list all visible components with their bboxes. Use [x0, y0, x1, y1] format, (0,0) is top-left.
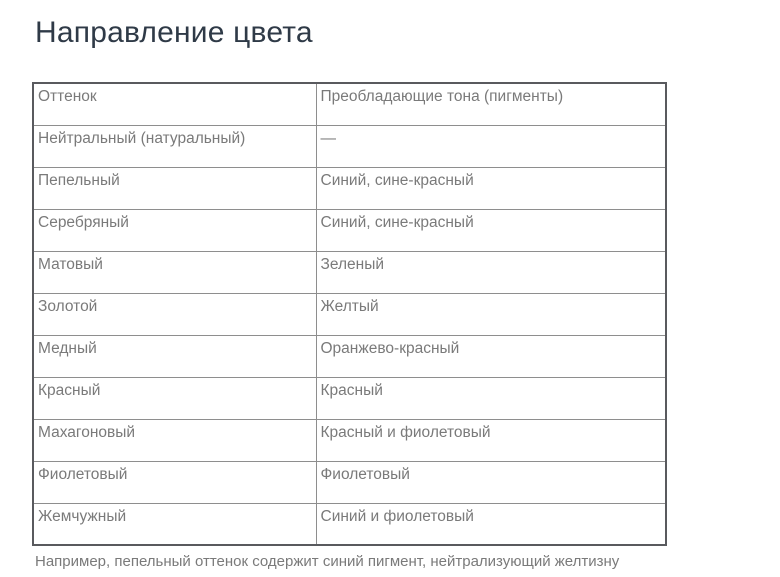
- table-row: [33, 377, 666, 419]
- shade-cell: Жемчужный: [33, 503, 316, 545]
- table-row: [33, 293, 666, 335]
- header-shade-cell: Оттенок: [33, 83, 316, 125]
- table-row: [33, 167, 666, 209]
- shade-cell: Пепельный: [33, 167, 316, 209]
- tones-cell: Желтый: [316, 293, 666, 335]
- tones-cell: Синий, сине-красный: [316, 167, 666, 209]
- tones-cell: Синий, сине-красный: [316, 209, 666, 251]
- tones-cell: Зеленый: [316, 251, 666, 293]
- shade-cell: Золотой: [33, 293, 316, 335]
- tones-cell: Красный и фиолетовый: [316, 419, 666, 461]
- shade-cell: Фиолетовый: [33, 461, 316, 503]
- shade-cell: Медный: [33, 335, 316, 377]
- tones-cell: Синий и фиолетовый: [316, 503, 666, 545]
- article-section: [0, 16, 780, 570]
- header-tones-cell: Преобладающие тона (пигменты): [316, 83, 666, 125]
- table-header-row: [33, 83, 666, 125]
- page-title: Направление цвета: [35, 16, 313, 49]
- shade-cell: Красный: [33, 377, 316, 419]
- tones-cell: Фиолетовый: [316, 461, 666, 503]
- table-row: [33, 251, 666, 293]
- shade-cell: Махагоновый: [33, 419, 316, 461]
- shade-cell: Матовый: [33, 251, 316, 293]
- tones-cell: —: [316, 125, 666, 167]
- footnote-clipped: Например, пепельный оттенок содержит синий пигмент, нейтрализующий желтизну: [35, 553, 620, 570]
- table-row: [33, 461, 666, 503]
- table-row: [33, 503, 666, 545]
- table-row: [33, 419, 666, 461]
- color-direction-table: [32, 82, 667, 546]
- table-row: [33, 209, 666, 251]
- table-row: [33, 125, 666, 167]
- shade-cell: Серебряный: [33, 209, 316, 251]
- tones-cell: Красный: [316, 377, 666, 419]
- shade-cell: Нейтральный (натуральный): [33, 125, 316, 167]
- table-row: [33, 335, 666, 377]
- tones-cell: Оранжево-красный: [316, 335, 666, 377]
